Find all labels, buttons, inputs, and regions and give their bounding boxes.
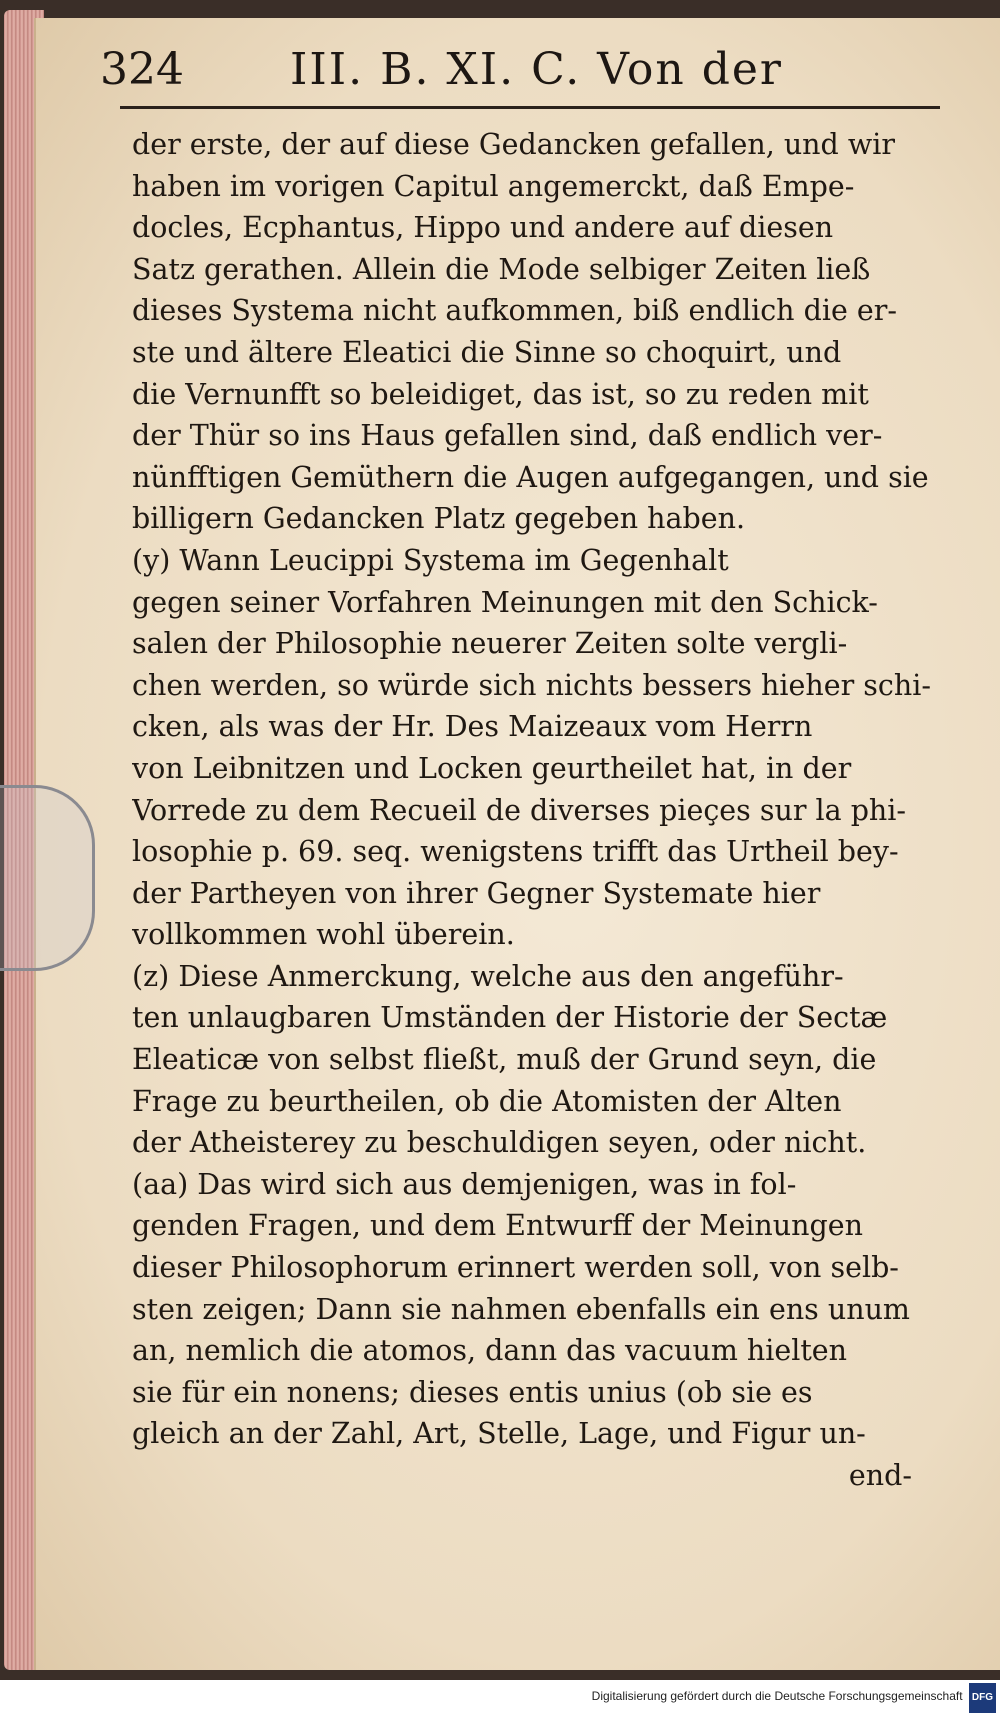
text-line: die Vernunfft so beleidiget, das ist, so zu reden mit (132, 377, 869, 411)
text-line: der Thür so ins Haus gefallen sind, daß endlich ver- (132, 419, 883, 453)
text-line: haben im vorigen Capitul angemerckt, daß Empe- (132, 169, 855, 203)
text-line: der Atheisterey zu beschuldigen seyen, oder nicht. (132, 1126, 867, 1160)
text-line: chen werden, so würde sich nichts bessers hieher schi- (132, 668, 931, 702)
text-line: ste und ältere Eleatici die Sinne so choquirt, und (132, 335, 842, 369)
text-line: losophie p. 69. seq. wenigstens trifft das Urtheil bey- (132, 835, 899, 869)
text-line: Eleaticæ von selbst fließt, muß der Grund seyn, die (132, 1043, 877, 1077)
text-line: genden Fragen, und dem Entwurff der Meinungen (132, 1209, 863, 1243)
page-number: 324 (100, 44, 184, 95)
text-line: ten unlaugbaren Umständen der Historie der Sectæ (132, 1001, 888, 1035)
text-line: Frage zu beurtheilen, ob die Atomisten der Alten (132, 1084, 842, 1118)
text-line: (z) Diese Anmerckung, welche aus den angeführ- (132, 959, 844, 993)
text-line: dieses Systema nicht aufkommen, biß endlich die er- (132, 294, 897, 328)
text-line: von Leibnitzen und Locken geurtheilet hat, in der (132, 751, 852, 785)
text-line: cken, als was der Hr. Des Maizeaux vom Herrn (132, 710, 813, 744)
text-line: (y) Wann Leucippi Systema im Gegenhalt (132, 543, 729, 577)
text-line: der erste, der auf diese Gedancken gefallen, und wir (132, 128, 895, 161)
body-text (132, 124, 952, 1564)
text-line: vollkommen wohl überein. (132, 918, 515, 952)
header-rule (120, 106, 940, 109)
dfg-logo: DFG (969, 1683, 996, 1713)
text-line: dieser Philosophorum erinnert werden soll, von selb- (132, 1251, 899, 1285)
page-clip (0, 785, 95, 971)
digitization-credit (592, 1682, 996, 1710)
text-line: Satz gerathen. Allein die Mode selbiger Zeiten ließ (132, 252, 871, 286)
text-line: (aa) Das wird sich aus demjenigen, was in fol- (132, 1167, 797, 1201)
text-line: gleich an der Zahl, Art, Stelle, Lage, und Figur un- (132, 1417, 866, 1451)
text-line: docles, Ecphantus, Hippo und andere auf diesen (132, 211, 834, 245)
text-line: sten zeigen; Dann sie nahmen ebenfalls ein ens unum (132, 1292, 910, 1326)
text-line: Vorrede zu dem Recueil de diverses pieçes sur la phi- (132, 793, 907, 827)
text-line: billigern Gedancken Platz gegeben haben. (132, 502, 746, 536)
running-head: III. B. XI. C. Von der (290, 44, 783, 95)
text-line: nünfftigen Gemüthern die Augen aufgegangen, und sie (132, 460, 929, 494)
credit-text: Digitalisierung gefördert durch die Deutsche Forschungsgemeinschaft (591, 1689, 963, 1703)
catchword: end- (848, 1459, 912, 1492)
text-line: gegen seiner Vorfahren Meinungen mit den Schick- (132, 585, 878, 619)
text-line: salen der Philosophie neuerer Zeiten solte vergli- (132, 627, 848, 661)
text-line: sie für ein nonens; dieses entis unius (ob sie es (132, 1375, 813, 1409)
text-line: der Partheyen von ihrer Gegner Systemate hier (132, 876, 821, 910)
text-line: an, nemlich die atomos, dann das vacuum hielten (132, 1334, 848, 1368)
